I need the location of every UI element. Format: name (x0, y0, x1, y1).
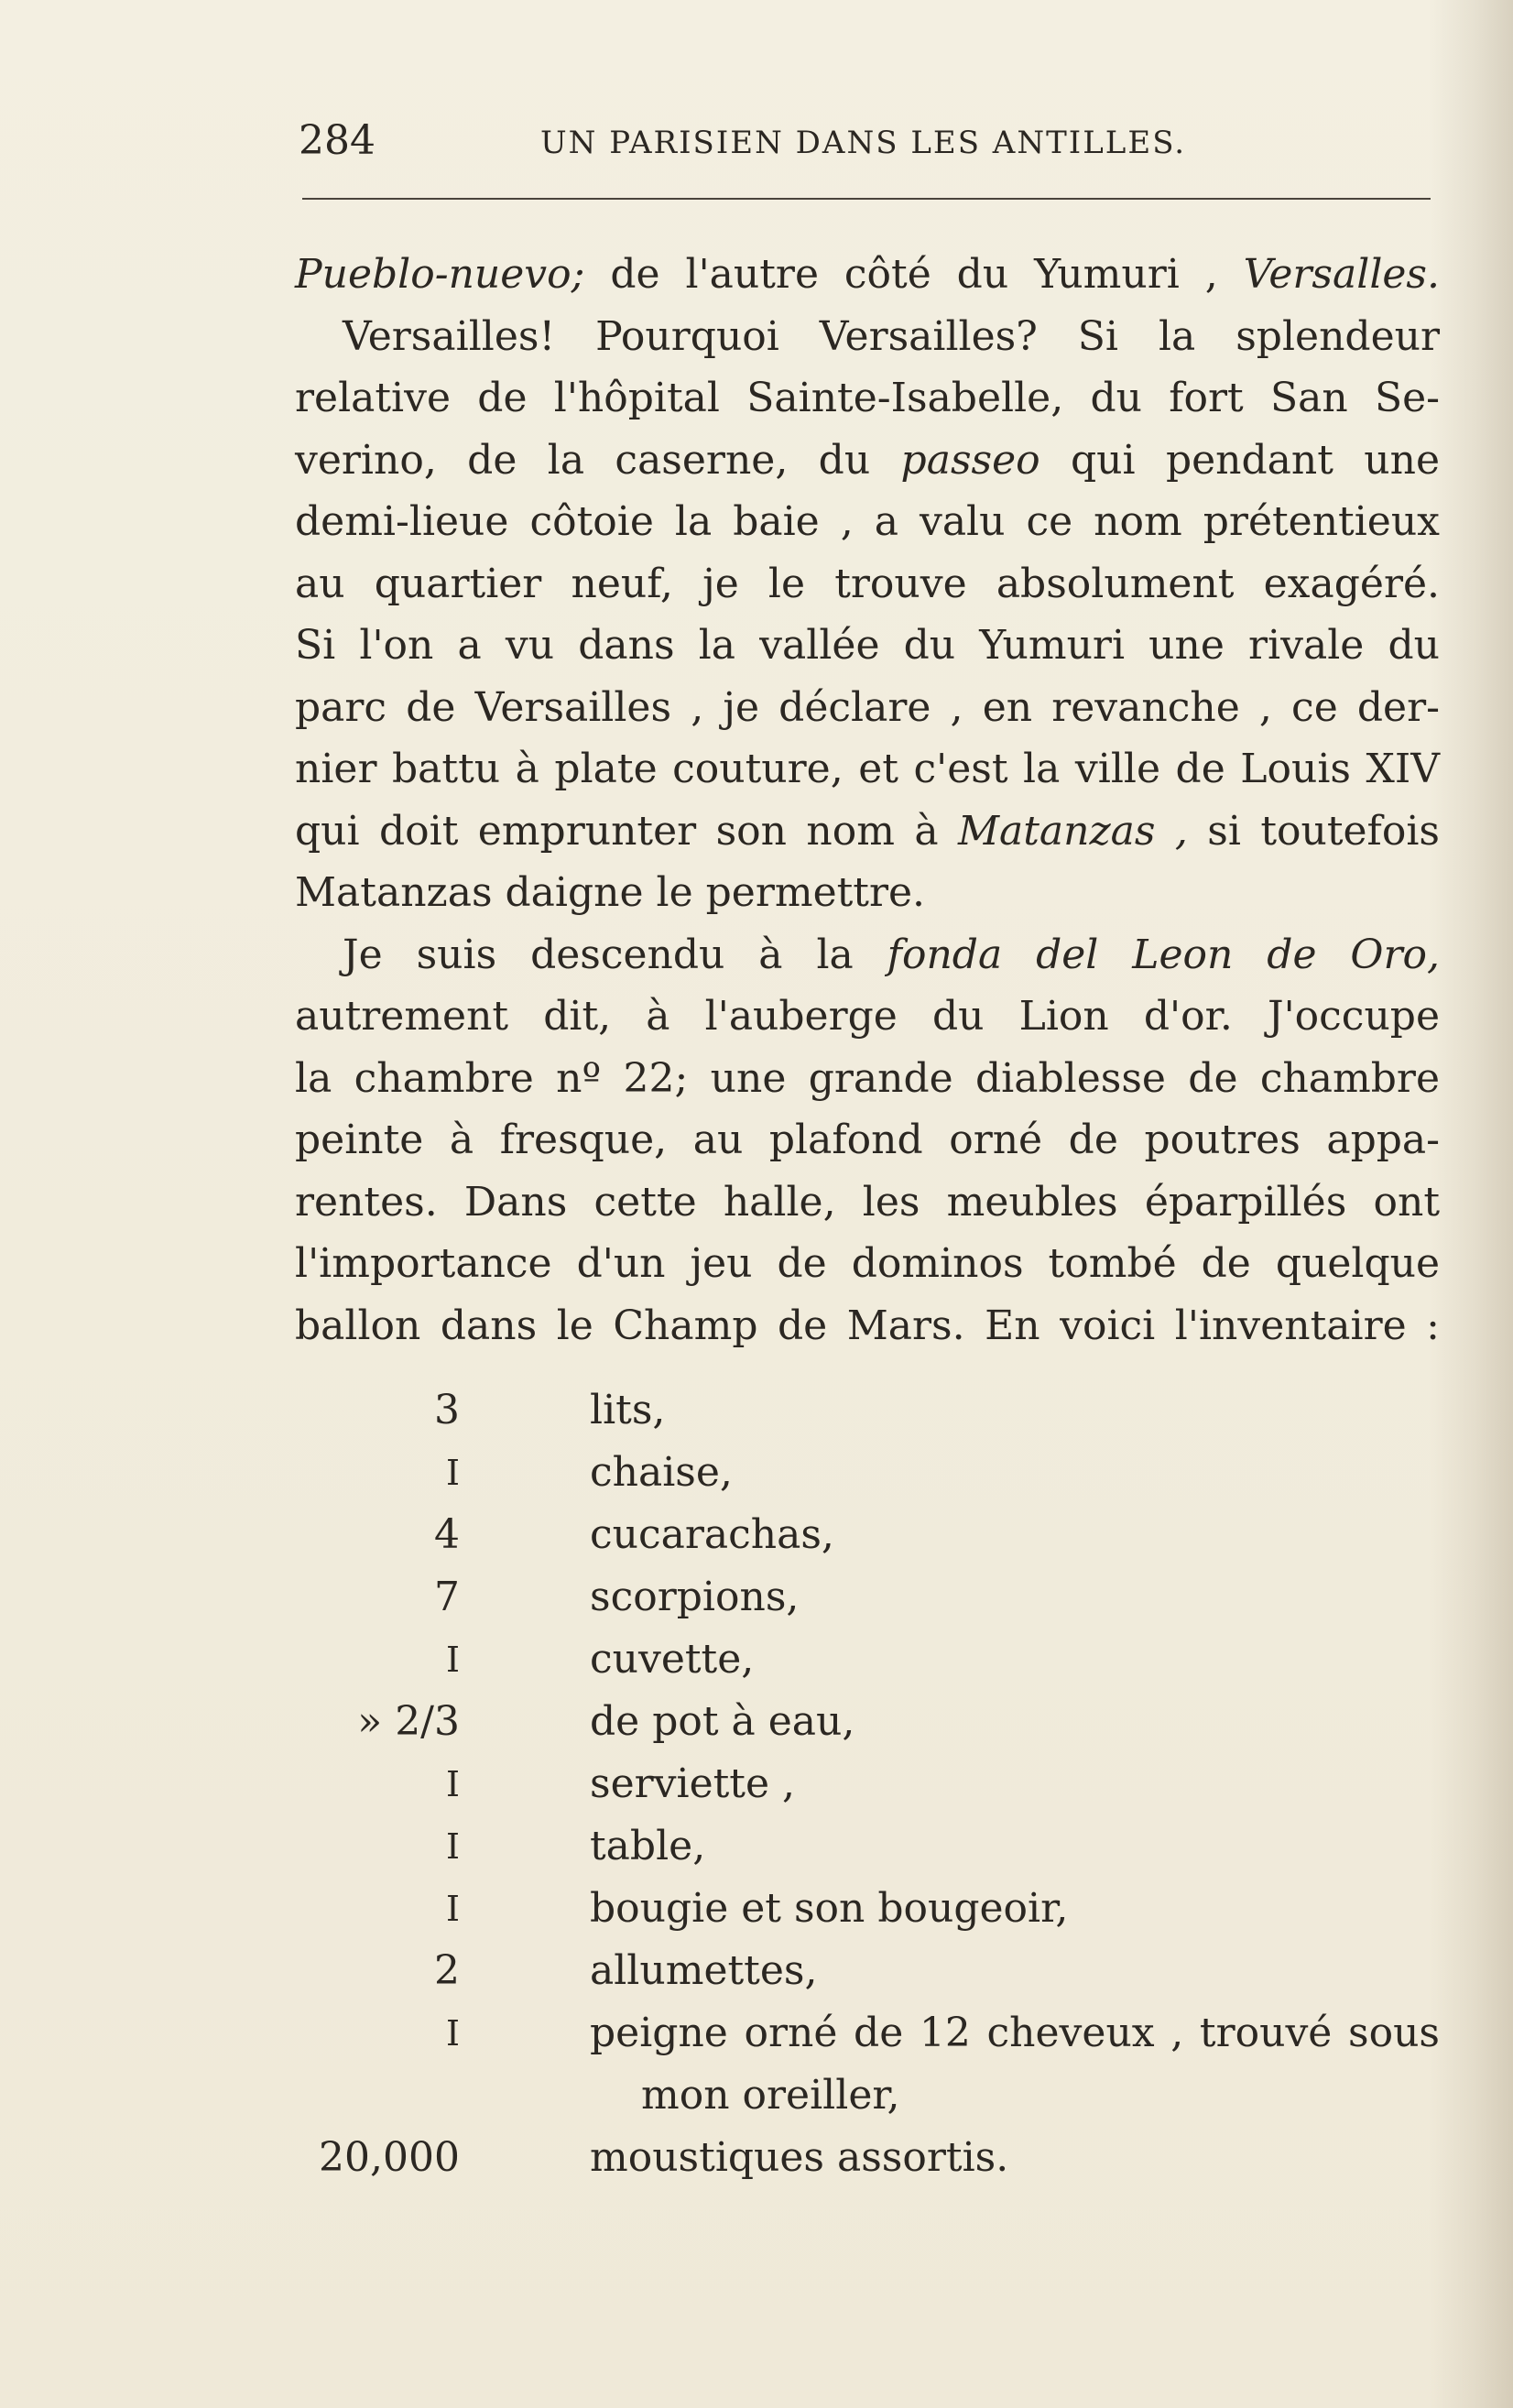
text-segment: Je suis descendu à la (343, 931, 887, 978)
inventory-row (295, 2002, 1449, 2065)
inventory-quantity: 3 (434, 1387, 460, 1433)
inventory-quantity: I (445, 1764, 460, 1804)
inventory-item: peigne orné de 12 cheveux , trouvé sous (590, 2010, 1440, 2056)
page-header (295, 117, 1431, 172)
text-line (295, 677, 1440, 739)
text-segment: Matanzas daigne le permettre. (295, 869, 926, 916)
text-segment: si toutefois (1187, 807, 1440, 855)
inventory-item: chaise, (590, 1449, 733, 1496)
inventory-item: cuvette, (590, 1636, 755, 1683)
text-line (295, 1171, 1440, 1234)
text-line (295, 244, 1440, 306)
text-segment: de l'autre côté du Yumuri , (584, 251, 1244, 298)
text-segment: qui pendant une (1040, 436, 1440, 484)
inventory-row (295, 1753, 1449, 1815)
inventory-quantity: I (445, 1640, 460, 1680)
inventory-row (295, 1504, 1449, 1566)
text-line (295, 367, 1440, 430)
text-line (295, 801, 1440, 863)
inventory-row (295, 1379, 1449, 1442)
text-line (295, 491, 1440, 553)
inventory-item: allumettes, (590, 1947, 818, 1994)
text-line (295, 553, 1440, 616)
inventory-quantity: I (445, 1889, 460, 1929)
inventory-quantity: » 2/3 (357, 1698, 460, 1745)
inventory-row (295, 2065, 1449, 2127)
inventory-quantity: 2 (434, 1947, 460, 1994)
inventory-item: de pot à eau, (590, 1698, 855, 1745)
text-segment: autrement dit, à l'auberge du Lion d'or. J'occupe (295, 993, 1440, 1040)
text-line (295, 430, 1440, 492)
text-line (295, 306, 1440, 368)
text-segment: Si l'on a vu dans la vallée du Yumuri une rivale du (295, 622, 1440, 669)
header-rule (302, 198, 1431, 200)
text-segment: peinte à fresque, au plafond orné de poutres appa- (295, 1117, 1440, 1163)
text-line (295, 924, 1440, 986)
inventory-quantity: I (445, 1453, 460, 1493)
text-segment: relative de l'hôpital Sainte-Isabelle, du fort San Se- (295, 375, 1440, 421)
page-number: 284 (299, 117, 376, 164)
text-line (295, 1295, 1440, 1357)
inventory-quantity: 20,000 (319, 2134, 460, 2181)
italic-text: Versalles. (1243, 251, 1440, 298)
inventory-row (295, 2127, 1449, 2189)
text-line (295, 738, 1440, 801)
inventory-item: table, (590, 1823, 706, 1869)
inventory-row (295, 1940, 1449, 2002)
text-segment: la chambre nº 22; une grande diablesse de chambre (295, 1054, 1440, 1102)
text-segment: qui doit emprunter son nom à (295, 807, 958, 855)
inventory-item: mon oreiller, (641, 2072, 900, 2119)
body-text (295, 244, 1440, 1357)
inventory-item: moustiques assortis. (590, 2134, 1009, 2181)
text-segment: l'importance d'un jeu de dominos tombé de quelque (295, 1240, 1440, 1287)
inventory-quantity: I (445, 2013, 460, 2054)
inventory-row (295, 1815, 1449, 1878)
inventory-quantity: 7 (434, 1574, 460, 1620)
inventory-row (295, 1691, 1449, 1753)
inventory-list (295, 1379, 1449, 2189)
running-head: UN PARISIEN DANS LES ANTILLES. (540, 125, 1187, 161)
inventory-item: scorpions, (590, 1574, 800, 1620)
text-segment: Versailles! Pourquoi Versailles? Si la splendeur (343, 312, 1440, 360)
inventory-item: lits, (590, 1387, 666, 1433)
text-segment: nier battu à plate couture, et c'est la ville de Louis XIV (295, 746, 1440, 792)
text-line (295, 1048, 1440, 1110)
text-line (295, 615, 1440, 677)
inventory-row (295, 1442, 1449, 1504)
italic-text: Pueblo-nuevo; (295, 251, 585, 298)
italic-text: fonda del Leon de Oro, (887, 931, 1440, 978)
inventory-row (295, 1878, 1449, 1940)
text-segment: demi-lieue côtoie la baie , a valu ce nom prétentieux (295, 498, 1440, 545)
text-segment: parc de Versailles , je déclare , en revanche , ce der- (295, 683, 1440, 731)
text-line (295, 986, 1440, 1048)
text-segment: verino, de la caserne, du (295, 436, 901, 484)
inventory-item: serviette , (590, 1760, 795, 1807)
inventory-row (295, 1566, 1449, 1629)
text-line (295, 1109, 1440, 1171)
text-line (295, 862, 1440, 924)
inventory-quantity: 4 (434, 1511, 460, 1558)
text-segment: ballon dans le Champ de Mars. En voici l'inventaire : (295, 1302, 1440, 1349)
text-segment: rentes. Dans cette halle, les meubles éparpillés ont (295, 1178, 1440, 1226)
italic-text: Matanzas , (957, 807, 1188, 855)
inventory-item: bougie et son bougeoir, (590, 1885, 1069, 1932)
inventory-row (295, 1629, 1449, 1691)
inventory-quantity: I (445, 1826, 460, 1867)
italic-text: passeo (900, 436, 1040, 484)
text-line (295, 1233, 1440, 1295)
inventory-item: cucarachas, (590, 1511, 834, 1558)
text-segment: au quartier neuf, je le trouve absolument exagéré. (295, 560, 1440, 607)
